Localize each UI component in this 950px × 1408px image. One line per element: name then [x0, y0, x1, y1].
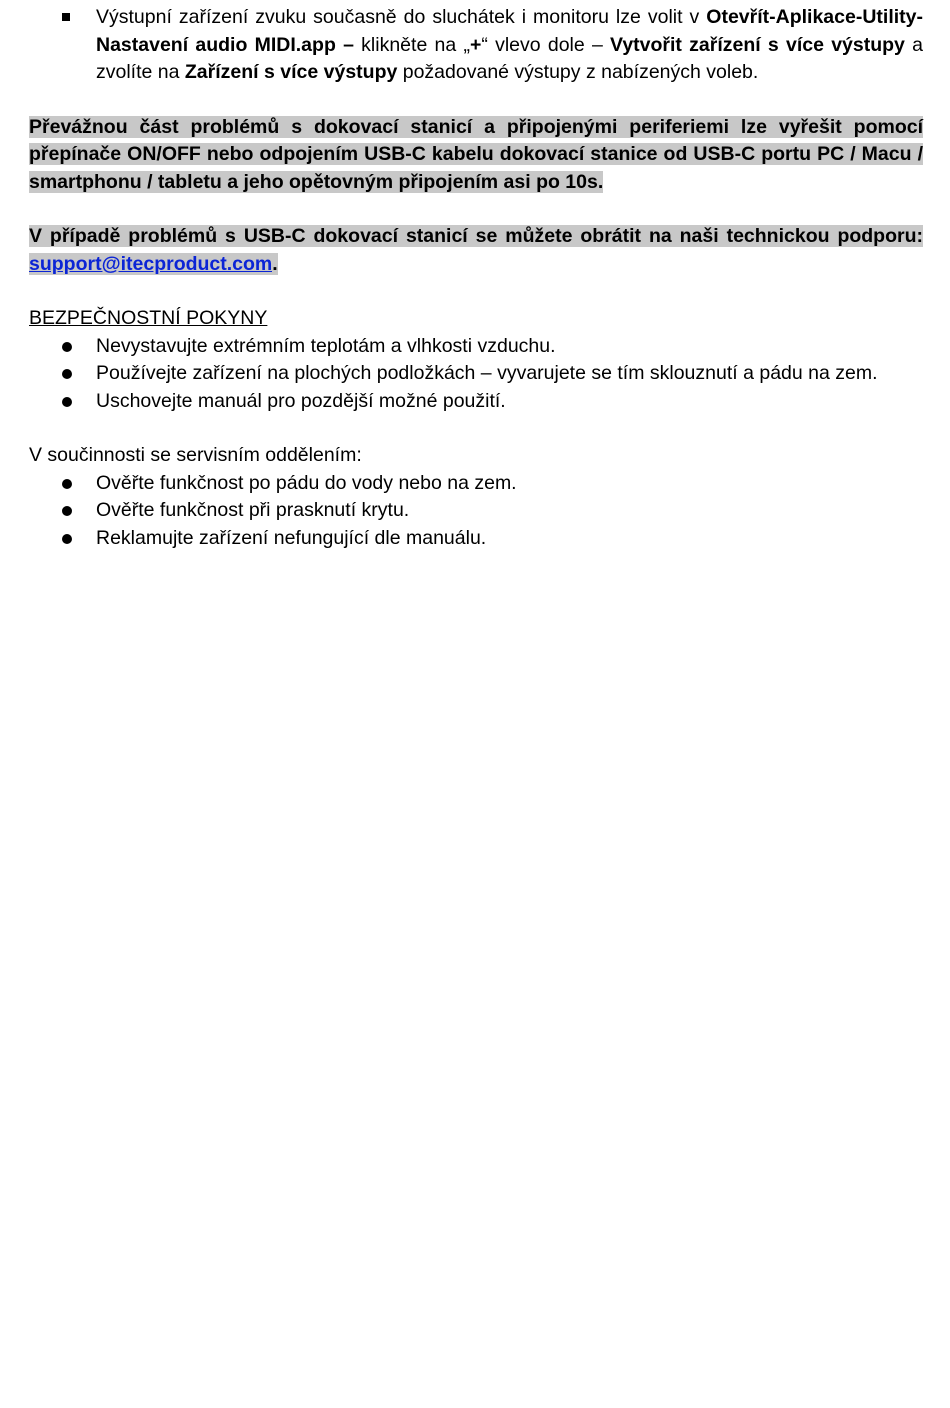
bullet-icon — [62, 397, 72, 407]
bullet-icon — [62, 534, 72, 544]
list-item — [29, 470, 923, 498]
audio-text-4: a zvolíte na — [96, 33, 923, 83]
audio-plus-symbol: + — [469, 33, 482, 56]
list-item — [29, 525, 923, 553]
audio-menu-path: Otevřít-Aplikace-Utility-Nastavení audio MIDI.app – — [96, 6, 923, 56]
bullet-icon — [62, 369, 72, 379]
audio-multi-output-device: Zařízení s více výstupy — [184, 61, 398, 83]
audio-text-2: klikněte na „ — [353, 33, 470, 56]
support-note — [29, 223, 923, 278]
support-email-link[interactable]: support@itecproduct.com — [29, 252, 273, 275]
bullet-icon — [62, 342, 72, 352]
safety-item-text: Používejte zařízení na plochých podložkách – vyvarujete se tím sklouznutí a pádu na zem. — [96, 362, 878, 384]
audio-create-device: Vytvořit zařízení s více výstupy — [610, 33, 905, 56]
list-item — [29, 360, 923, 388]
list-item — [29, 333, 923, 361]
service-item-text: Reklamujte zařízení nefungující dle manuálu. — [96, 526, 487, 549]
troubleshooting-text: Převážnou část problémů s dokovací stanicí a připojenými periferiemi lze vyřešit pomocí přepínače ON/OFF nebo odpojením USB-C kabelu dokovací stanice od USB-C portu PC / Macu / smartphonu / tabletu a jeho opětovným připojením asi po 10s. — [29, 115, 923, 193]
audio-text-1: Výstupní zařízení zvuku současně do sluchátek i monitoru lze volit v — [96, 6, 707, 28]
safety-heading: BEZPEČNOSTNÍ POKYNY — [29, 307, 268, 329]
support-text: V případě problémů s USB-C dokovací stanicí se můžete obrátit na naši technickou podporu: — [29, 225, 923, 247]
troubleshooting-note — [29, 114, 923, 197]
safety-item-text: Nevystavujte extrémním teplotám a vlhkosti vzduchu. — [96, 334, 556, 357]
list-item — [29, 497, 923, 525]
audio-text-5: požadované výstupy z nabízených voleb. — [397, 61, 759, 83]
service-list — [29, 470, 923, 553]
service-intro: V součinnosti se servisním oddělením: — [29, 444, 362, 466]
support-end: . — [272, 252, 278, 275]
safety-list — [29, 333, 923, 416]
audio-output-instruction — [29, 4, 923, 87]
safety-item-text: Uschovejte manuál pro pozdější možné použití. — [96, 389, 506, 412]
service-item-text: Ověřte funkčnost po pádu do vody nebo na zem. — [96, 471, 517, 494]
audio-text-3: “ vlevo dole – — [481, 33, 611, 56]
document-page — [29, 4, 923, 552]
list-item — [29, 388, 923, 416]
bullet-icon — [62, 479, 72, 489]
service-item-text: Ověřte funkčnost při prasknutí krytu. — [96, 499, 410, 521]
bullet-icon — [62, 506, 72, 516]
square-bullet-icon — [62, 13, 70, 21]
